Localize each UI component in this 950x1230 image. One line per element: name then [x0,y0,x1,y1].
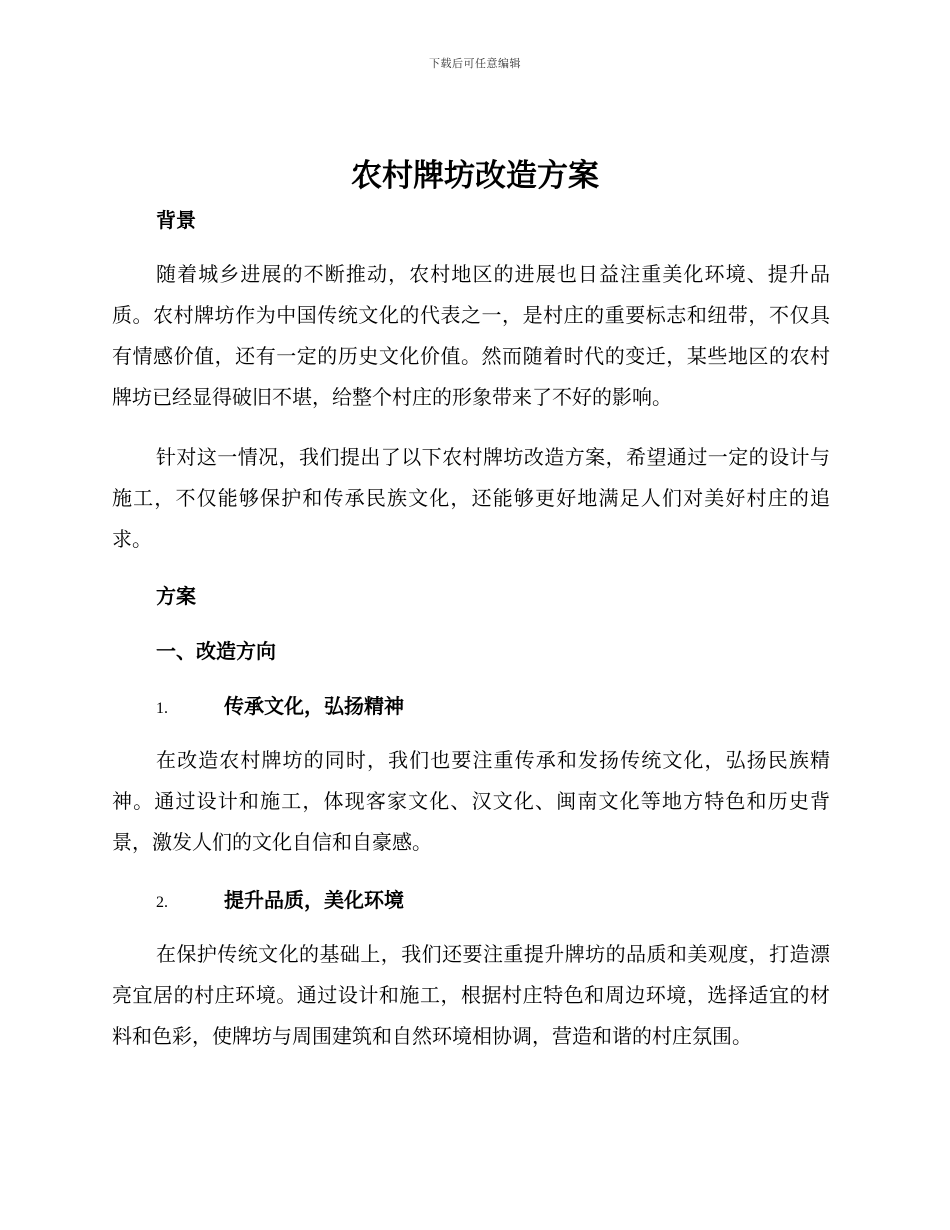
section-heading-direction: 一、改造方向 [156,639,276,663]
item-2-paragraph: 在保护传统文化的基础上，我们还要注重提升牌坊的品质和美观度，打造漂亮宜居的村庄环境。通过设计和施工，根据村庄特色和周边环境，选择适宜的材料和色彩，使牌坊与周围建筑和自然环境相协调，营造和谐的村庄氛围。 [112,942,830,1048]
list-item-title: 传承文化，弘扬精神 [224,694,404,718]
item-1-paragraph: 在改造农村牌坊的同时，我们也要注重传承和发扬传统文化，弘扬民族精神。通过设计和施工，体现客家文化、汉文化、闽南文化等地方特色和历史背景，激发人们的文化自信和自豪感。 [112,748,830,854]
background-heading: 背景 [156,208,196,232]
list-item-number: 1. [156,700,168,717]
list-item-heading [156,886,404,917]
background-paragraph-2: 针对这一情况，我们提出了以下农村牌坊改造方案，希望通过一定的设计与施工，不仅能够保护和传承民族文化，还能够更好地满足人们对美好村庄的追求。 [112,445,830,551]
list-item-heading [156,692,404,723]
header-note: 下载后可任意编辑 [429,57,521,70]
list-item-title: 提升品质，美化环境 [224,888,404,912]
plan-heading: 方案 [156,584,196,608]
background-paragraph-1: 随着城乡进展的不断推动，农村地区的进展也日益注重美化环境、提升品质。农村牌坊作为中国传统文化的代表之一，是村庄的重要标志和纽带，不仅具有情感价值，还有一定的历史文化价值。然而随着时代的变迁，某些地区的农村牌坊已经显得破旧不堪，给整个村庄的形象带来了不好的影响。 [112,262,830,409]
document-title: 农村牌坊改造方案 [351,158,599,194]
list-item-number: 2. [156,894,168,911]
